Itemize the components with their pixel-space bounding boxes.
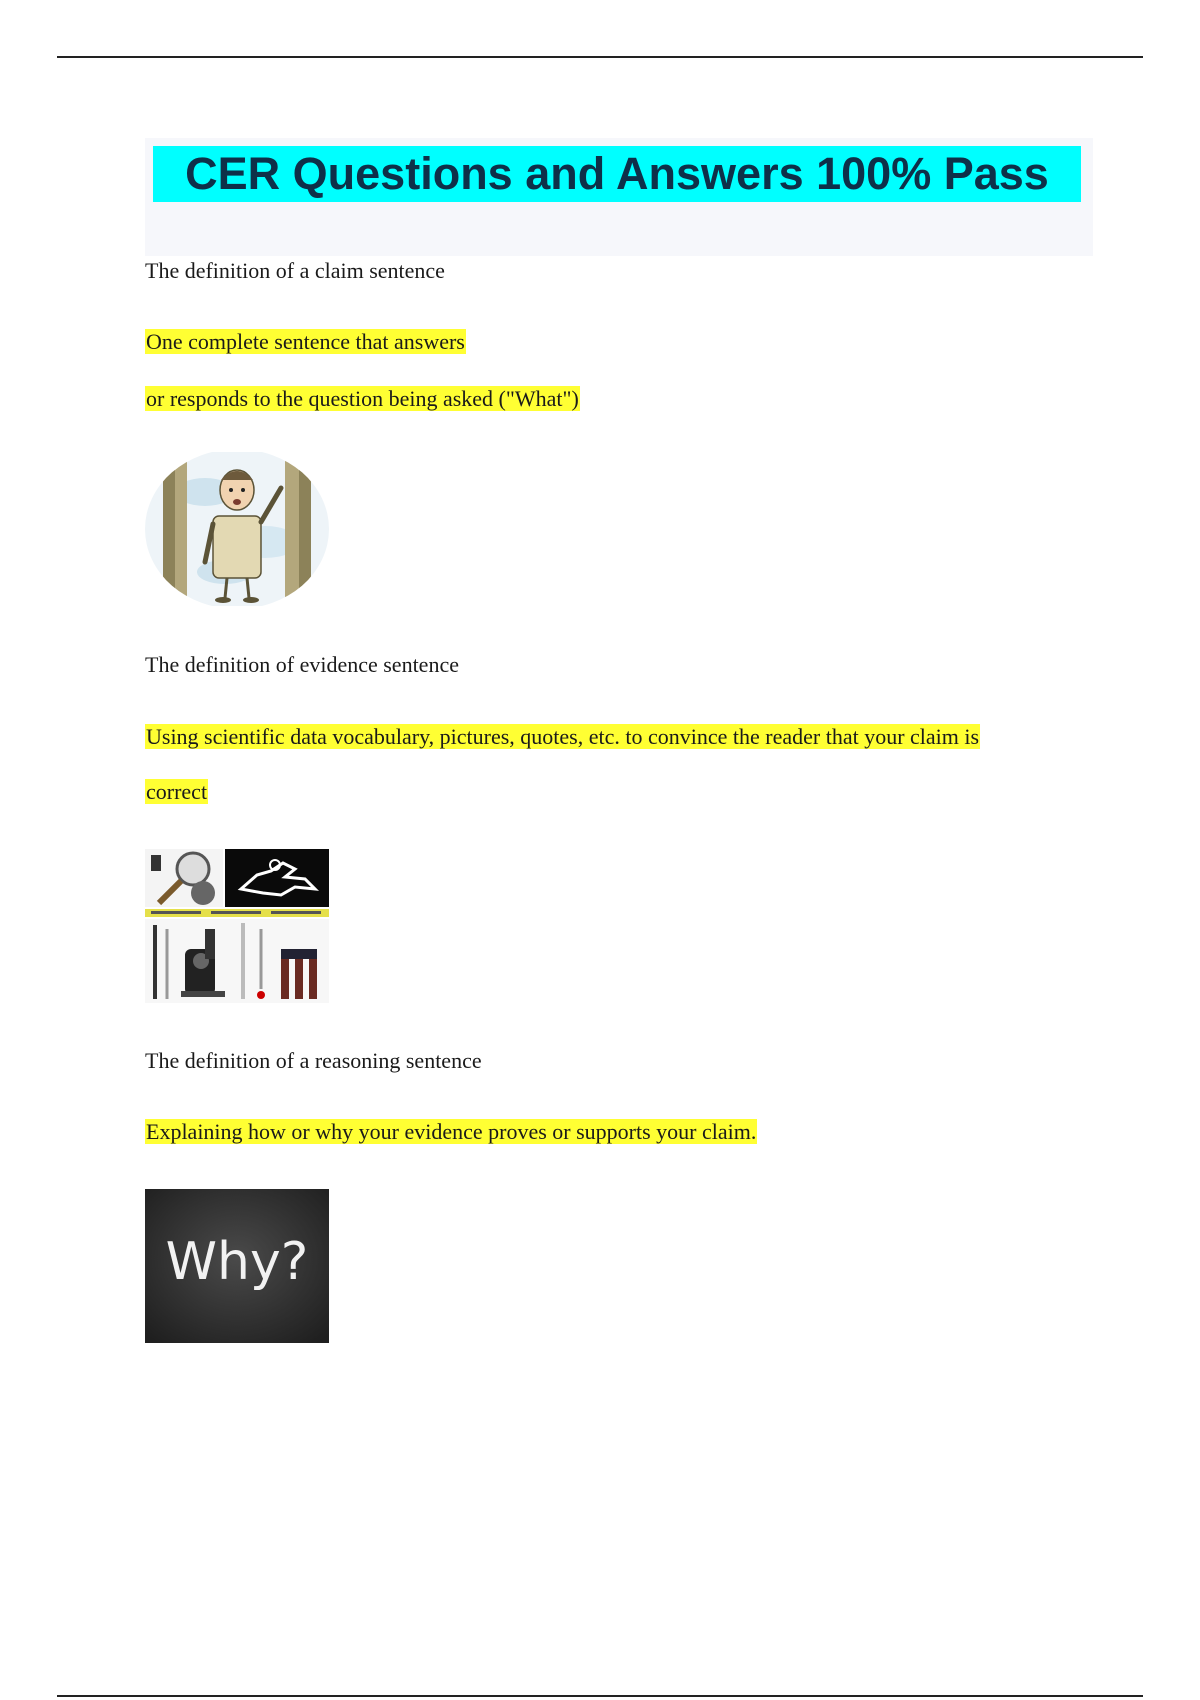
question-reasoning: The definition of a reasoning sentence: [145, 1048, 482, 1073]
answer-evidence-line-2: correct: [146, 779, 208, 804]
forensic-evidence-collage-image: [145, 849, 329, 1003]
answer-claim-line-2: or responds to the question being asked ("What"): [146, 386, 579, 411]
question-claim: The definition of a claim sentence: [145, 258, 445, 283]
why-chalkboard-image: [145, 1189, 329, 1343]
answer-claim-line-1: One complete sentence that answers: [146, 329, 465, 354]
header-rule: [57, 56, 1143, 58]
footer-rule: [57, 1695, 1143, 1697]
answer-reasoning-line-1: Explaining how or why your evidence proves or supports your claim.: [146, 1119, 757, 1144]
document-title: CER Questions and Answers 100% Pass: [153, 146, 1081, 202]
question-evidence: The definition of evidence sentence: [145, 652, 459, 677]
why-chalk-text: Why?: [165, 1232, 309, 1292]
answer-evidence-line-1: Using scientific data vocabulary, pictures, quotes, etc. to convince the reader that your claim is: [146, 724, 980, 749]
cartoon-man-in-doorway-image: [145, 452, 329, 606]
